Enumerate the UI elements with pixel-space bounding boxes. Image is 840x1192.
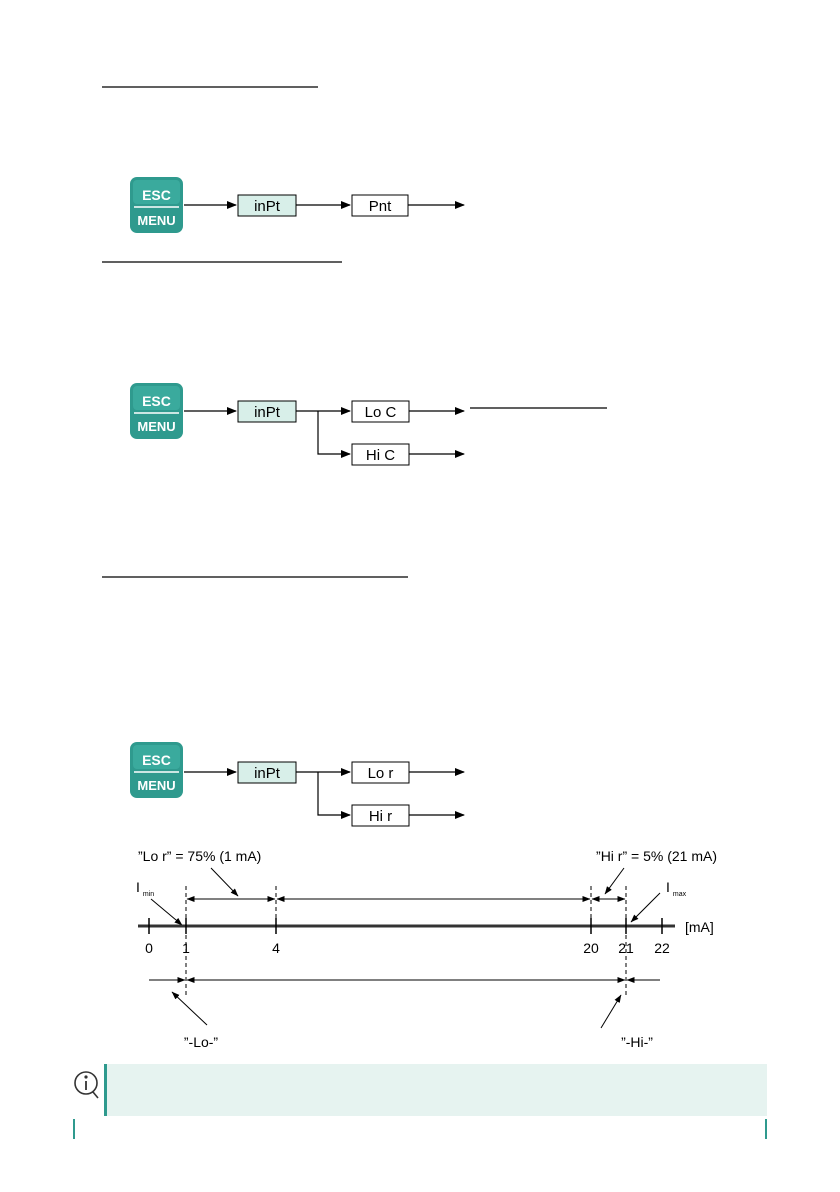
esc-menu-key-icon: [130, 742, 183, 798]
tick-label-1: 1: [182, 940, 190, 956]
footer-left-marker: [73, 1119, 75, 1139]
tick-label-0: 0: [145, 940, 153, 956]
lo-r-label: ”Lo r” = 75% (1 mA): [138, 848, 262, 864]
current-scale: [136, 848, 717, 1050]
menu-label: MENU: [137, 778, 176, 793]
node-inpt-label: inPt: [254, 404, 280, 421]
esc-label: ESC: [142, 393, 171, 409]
tick-label-20: 20: [583, 940, 599, 956]
hi-r-label: ”Hi r” = 5% (21 mA): [596, 848, 717, 864]
note-box: [106, 1064, 767, 1116]
node-hi-c-label: Hi C: [365, 447, 396, 464]
menu-label: MENU: [137, 419, 176, 434]
tick-label-21: 21: [618, 940, 634, 956]
unit-label: [mA]: [685, 919, 714, 935]
footer-right-marker: [765, 1119, 767, 1139]
flow3: [130, 742, 464, 826]
note-accent-bar: [104, 1064, 107, 1116]
node-lo-c-label: Lo C: [364, 404, 397, 421]
i-min-sub: min: [142, 891, 155, 898]
i-max-label: I $_{max}$: [666, 879, 687, 898]
flow2: [130, 383, 607, 465]
node-pnt-label: Pnt: [368, 198, 392, 215]
esc-menu-key-icon: [130, 177, 183, 233]
info-icon: [75, 1072, 98, 1098]
lo-label: ”-Lo-”: [183, 1034, 219, 1050]
esc-menu-key-icon: [130, 383, 183, 439]
esc-label: ESC: [142, 187, 171, 203]
menu-label: MENU: [137, 213, 176, 228]
node-hi-r-label: Hi r: [368, 808, 393, 825]
tick-label-4: 4: [272, 940, 280, 956]
tick-label-22: 22: [654, 940, 670, 956]
esc-label: ESC: [142, 752, 171, 768]
node-inpt-label: inPt: [254, 765, 280, 782]
i-min-label: I $_{min}$: [136, 879, 155, 898]
hi-label: ”-Hi-”: [621, 1034, 653, 1050]
i-max-sub: max: [672, 891, 687, 898]
node-inpt-label: inPt: [254, 198, 280, 215]
flow1: [130, 177, 464, 233]
node-lo-r-label: Lo r: [367, 765, 394, 782]
